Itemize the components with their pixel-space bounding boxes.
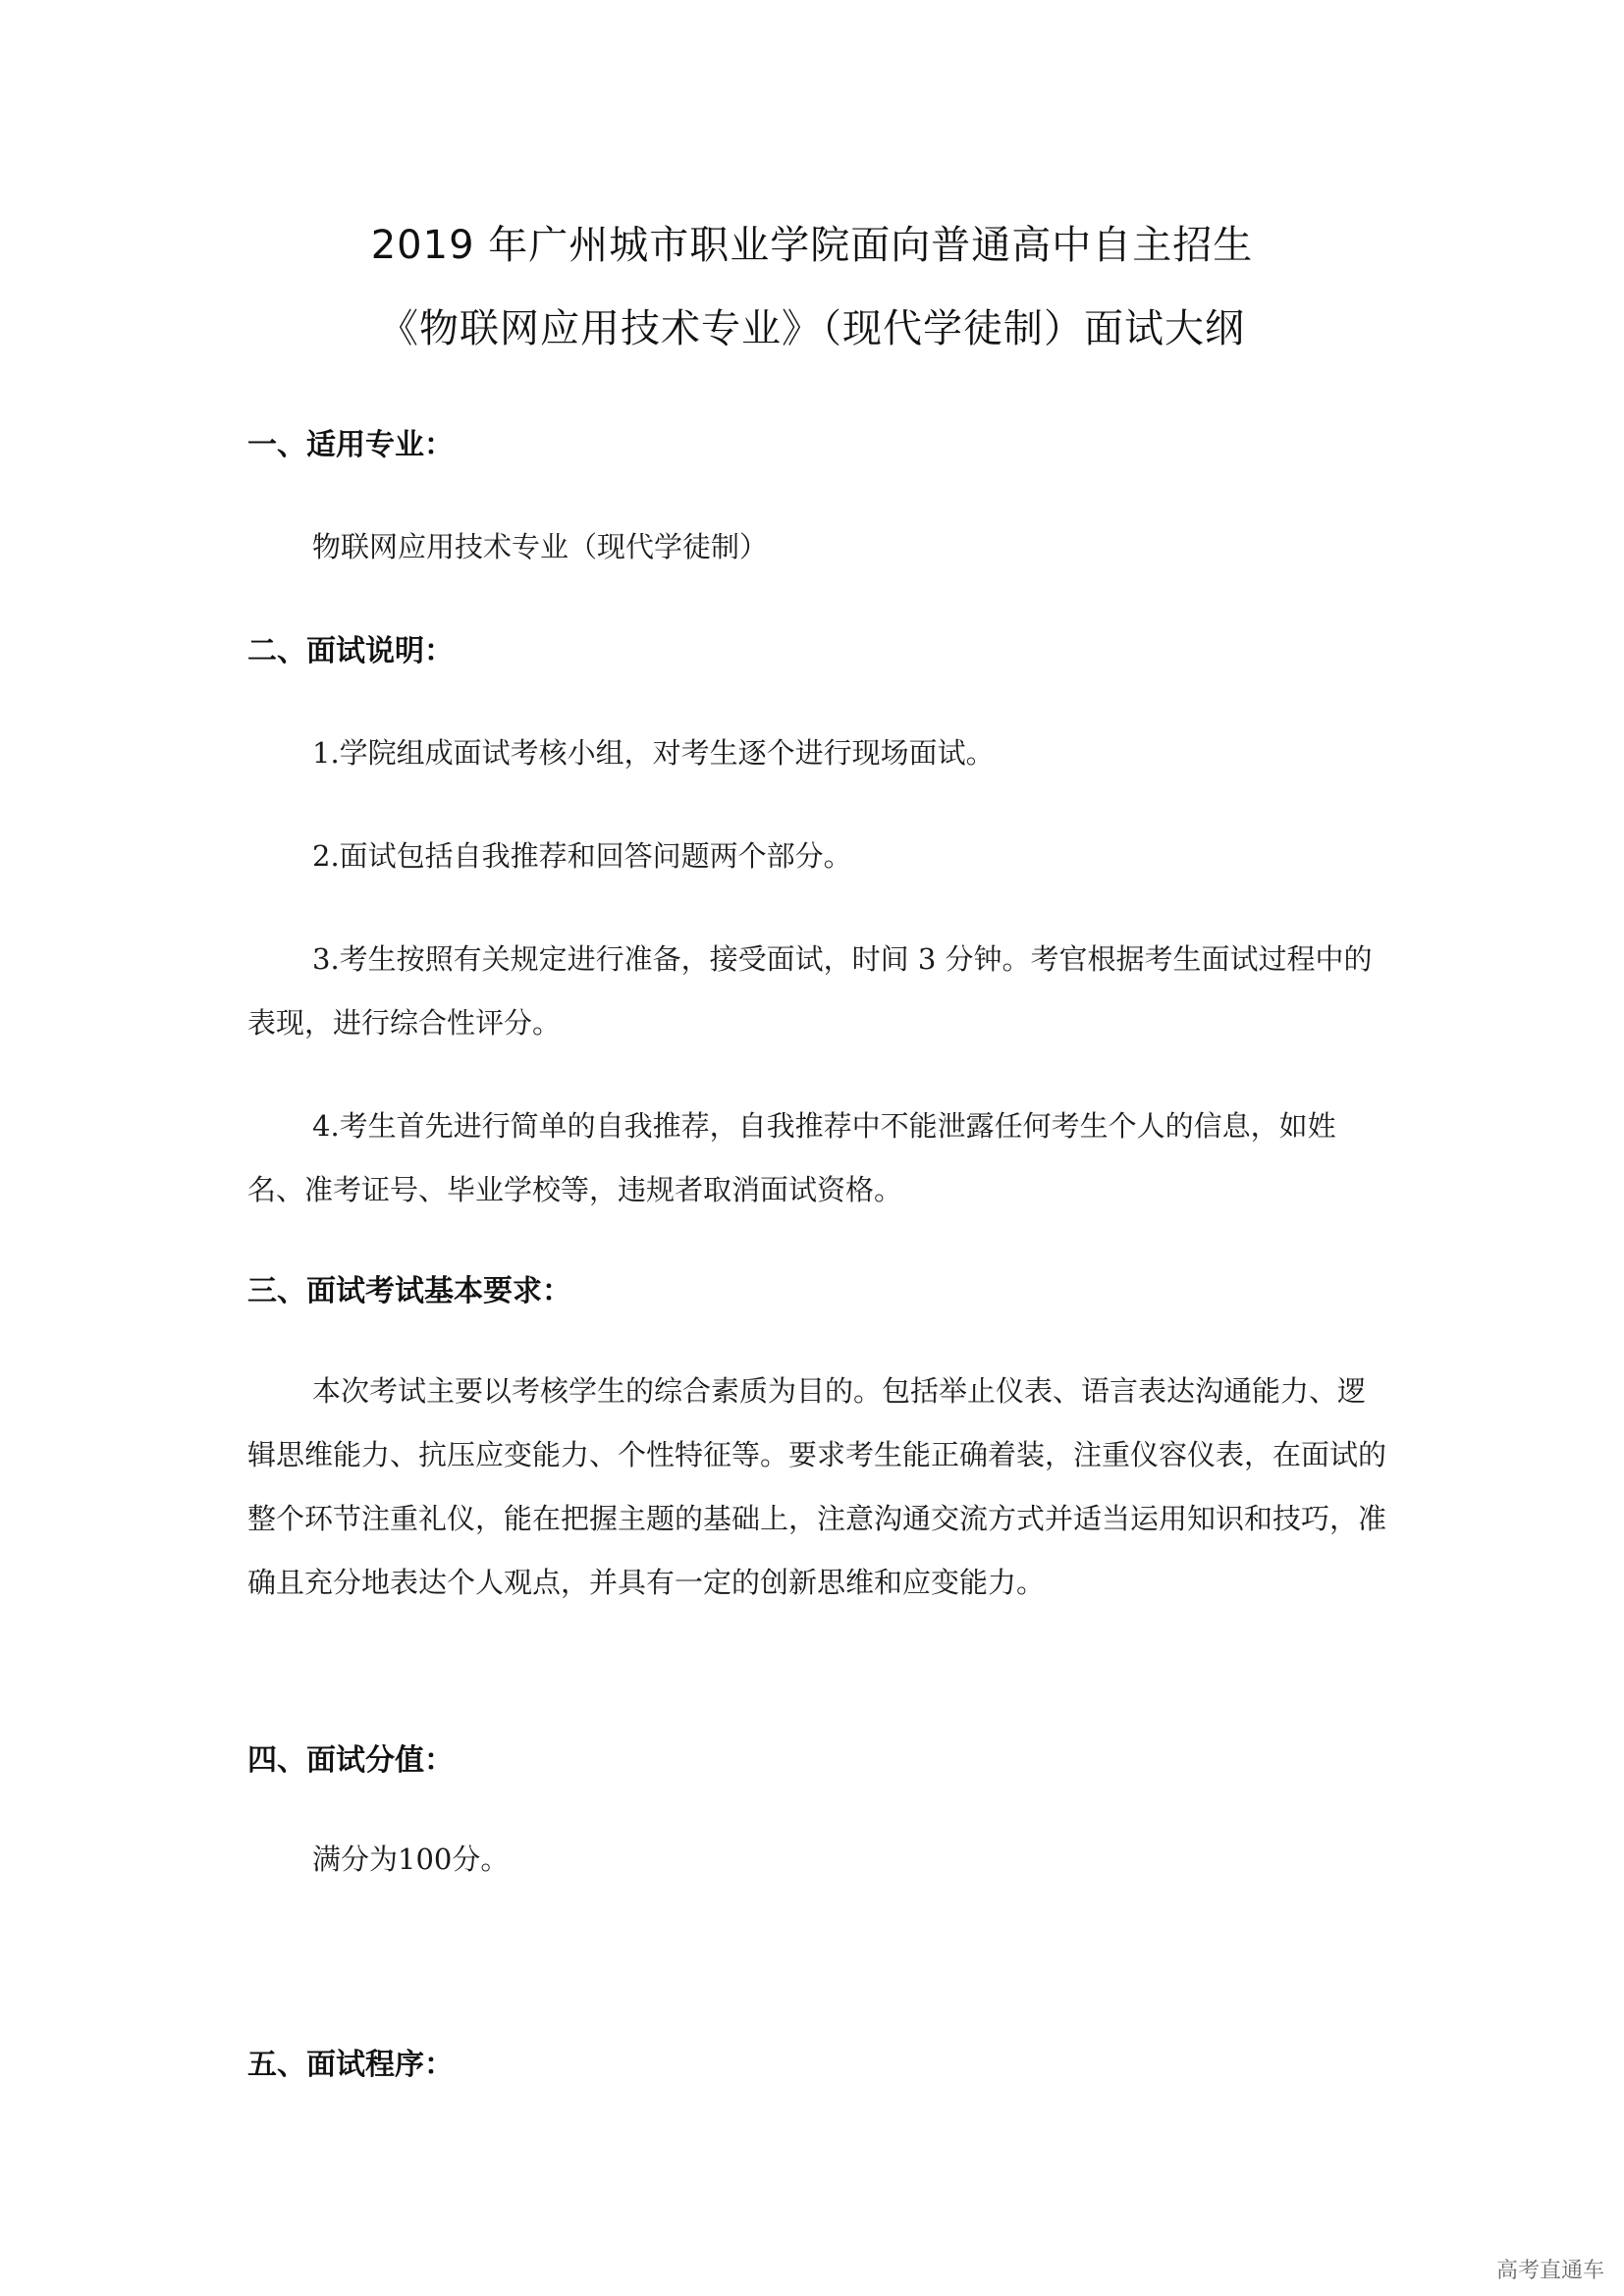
section-paragraph: 4.考生首先进行简单的自我推荐，自我推荐中不能泄露任何考生个人的信息，如姓名、准考证号、毕业学校等，违规者取消面试资格。 — [247, 1109, 1336, 1206]
section-heading-procedure: 五、面试程序： — [247, 2048, 454, 2082]
section-paragraph: 本次考试主要以考核学生的综合素质为目的。包括举止仪表、语言表达沟通能力、逻辑思维能力、抗压应变能力、个性特征等。要求考生能正确着装，注重仪容仪表，在面试的整个环节注重礼仪，能在把握主题的基础上，注意沟通交流方式并适当运用知识和技巧，准确且充分地表达个人观点，并具有一定的创新思维和应变能力。 — [247, 1374, 1387, 1599]
section-paragraph: 3.考生按照有关规定进行准备，接受面试，时间 3 分钟。考官根据考生面试过程中的表现，进行综合性评分。 — [247, 942, 1373, 1040]
watermark-text: 高考直通车 — [1495, 2259, 1604, 2283]
section-heading-basic-requirements: 三、面试考试基本要求： — [247, 1274, 571, 1308]
section-heading-interview-notes: 二、面试说明： — [247, 634, 454, 668]
document-title-line-2: 《物联网应用技术专业》（现代学徒制）面试大纲 — [379, 306, 1245, 351]
section-heading-applicable-major: 一、适用专业： — [247, 428, 454, 462]
document-title-line-1: 2019 年广州城市职业学院面向普通高中自主招生 — [370, 223, 1254, 268]
section-paragraph: 物联网应用技术专业（现代学徒制） — [312, 530, 769, 563]
section-heading-score: 四、面试分值： — [247, 1743, 454, 1778]
section-paragraph: 2.面试包括自我推荐和回答问题两个部分。 — [312, 839, 852, 873]
section-paragraph: 1.学院组成面试考核小组，对考生逐个进行现场面试。 — [312, 736, 995, 770]
section-paragraph: 满分为100分。 — [312, 1842, 510, 1876]
